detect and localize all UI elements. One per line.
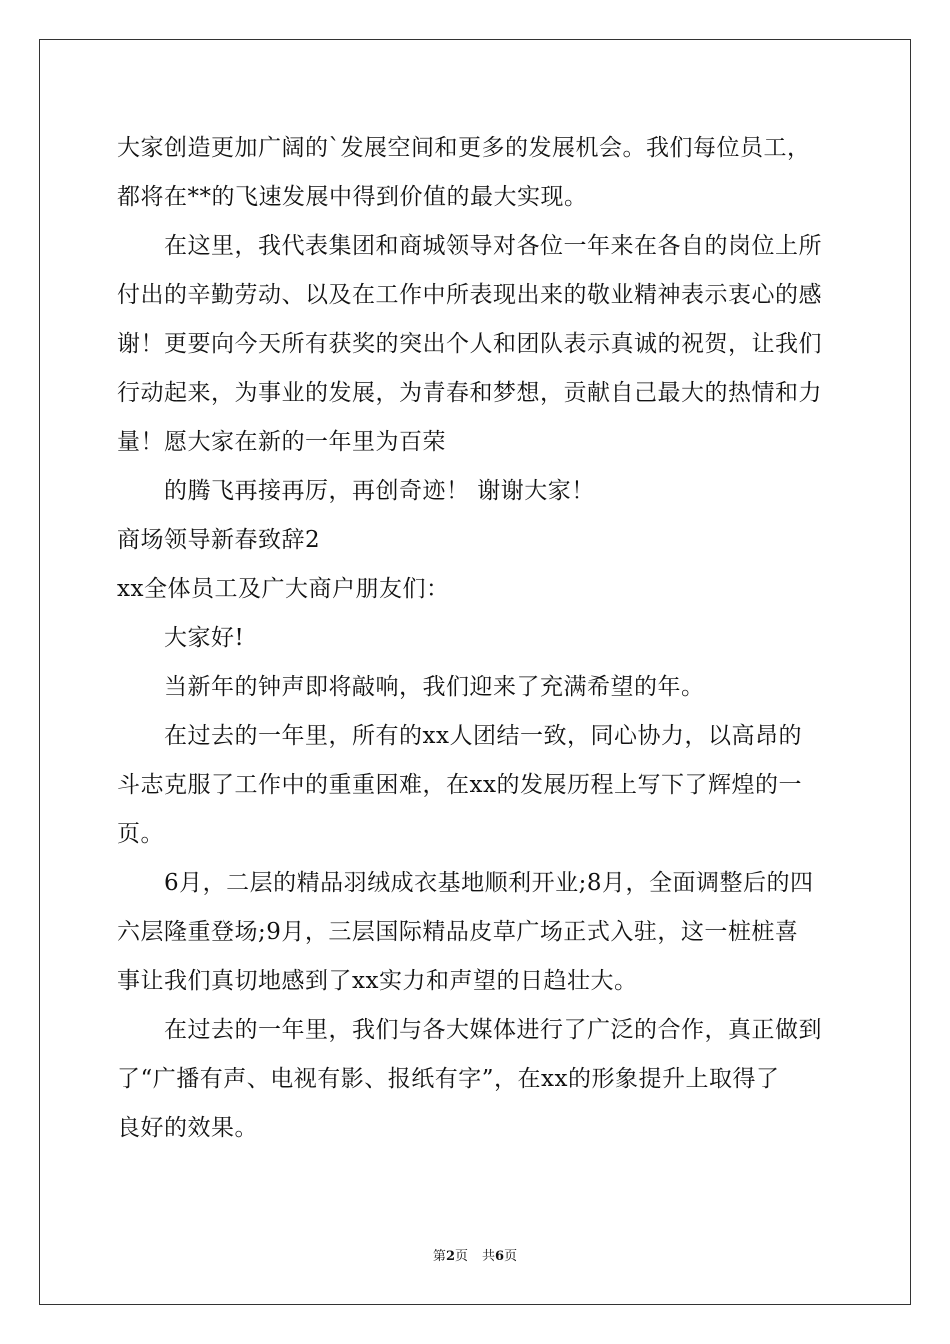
total-pages: 6 (495, 1249, 505, 1264)
text-line-19: 在过去的一年里，我们与各大媒体进行了广泛的合作，真正做到 (164, 1017, 822, 1043)
text-line-18: 事让我们真切地感到了xx实力和声望的日趋壮大。 (117, 968, 638, 994)
total-suffix: 页 (504, 1249, 518, 1264)
text-line-12: 当新年的钟声即将敲响，我们迎来了充满希望的年。 (164, 674, 705, 700)
document-body (117, 124, 837, 1153)
page-number: 2 (445, 1249, 455, 1264)
text-line-14: 斗志克服了工作中的重重困难，在xx的发展历程上写下了辉煌的一 (117, 772, 802, 798)
salutation: xx全体员工及广大商户朋友们： (117, 576, 450, 602)
greeting: 大家好! (164, 625, 245, 651)
text-line-8: 的腾飞再接再厉，再创奇迹！ 谢谢大家！ (164, 478, 595, 504)
page-prefix: 第 (432, 1249, 446, 1264)
total-prefix: 共 (482, 1249, 496, 1264)
text-line-21: 良好的效果。 (117, 1115, 258, 1141)
text-line-6: 行动起来，为事业的发展，为青春和梦想，贡献自己最大的热情和力 (117, 380, 822, 406)
section-title: 商场领导新春致辞2 (117, 527, 321, 553)
text-line-15: 页。 (117, 821, 164, 847)
text-line-16: 6月，二层的精品羽绒成衣基地顺利开业;8月，全面调整后的四 (164, 870, 814, 896)
text-line-5: 谢！更要向今天所有获奖的突出个人和团队表示真诚的祝贺，让我们 (117, 331, 822, 357)
text-line-13: 在过去的一年里，所有的xx人团结一致，同心协力，以高昂的 (164, 723, 802, 749)
text-line-20: 了“广播有声、电视有影、报纸有字”，在xx的形象提升上取得了 (117, 1066, 780, 1092)
text-line-1: 大家创造更加广阔的`发展空间和更多的发展机会。我们每位员工， (117, 135, 811, 161)
text-line-2: 都将在**的飞速发展中得到价值的最大实现。 (117, 184, 588, 210)
page-suffix: 页 (454, 1249, 468, 1264)
text-line-7: 量！愿大家在新的一年里为百荣 (117, 429, 446, 455)
page-footer (0, 1247, 950, 1267)
text-line-3: 在这里，我代表集团和商城领导对各位一年来在各自的岗位上所 (164, 233, 822, 259)
text-line-4: 付出的辛勤劳动、以及在工作中所表现出来的敬业精神表示衷心的感 (117, 282, 822, 308)
text-line-17: 六层隆重登场;9月，三层国际精品皮草广场正式入驻，这一桩桩喜 (117, 919, 799, 945)
